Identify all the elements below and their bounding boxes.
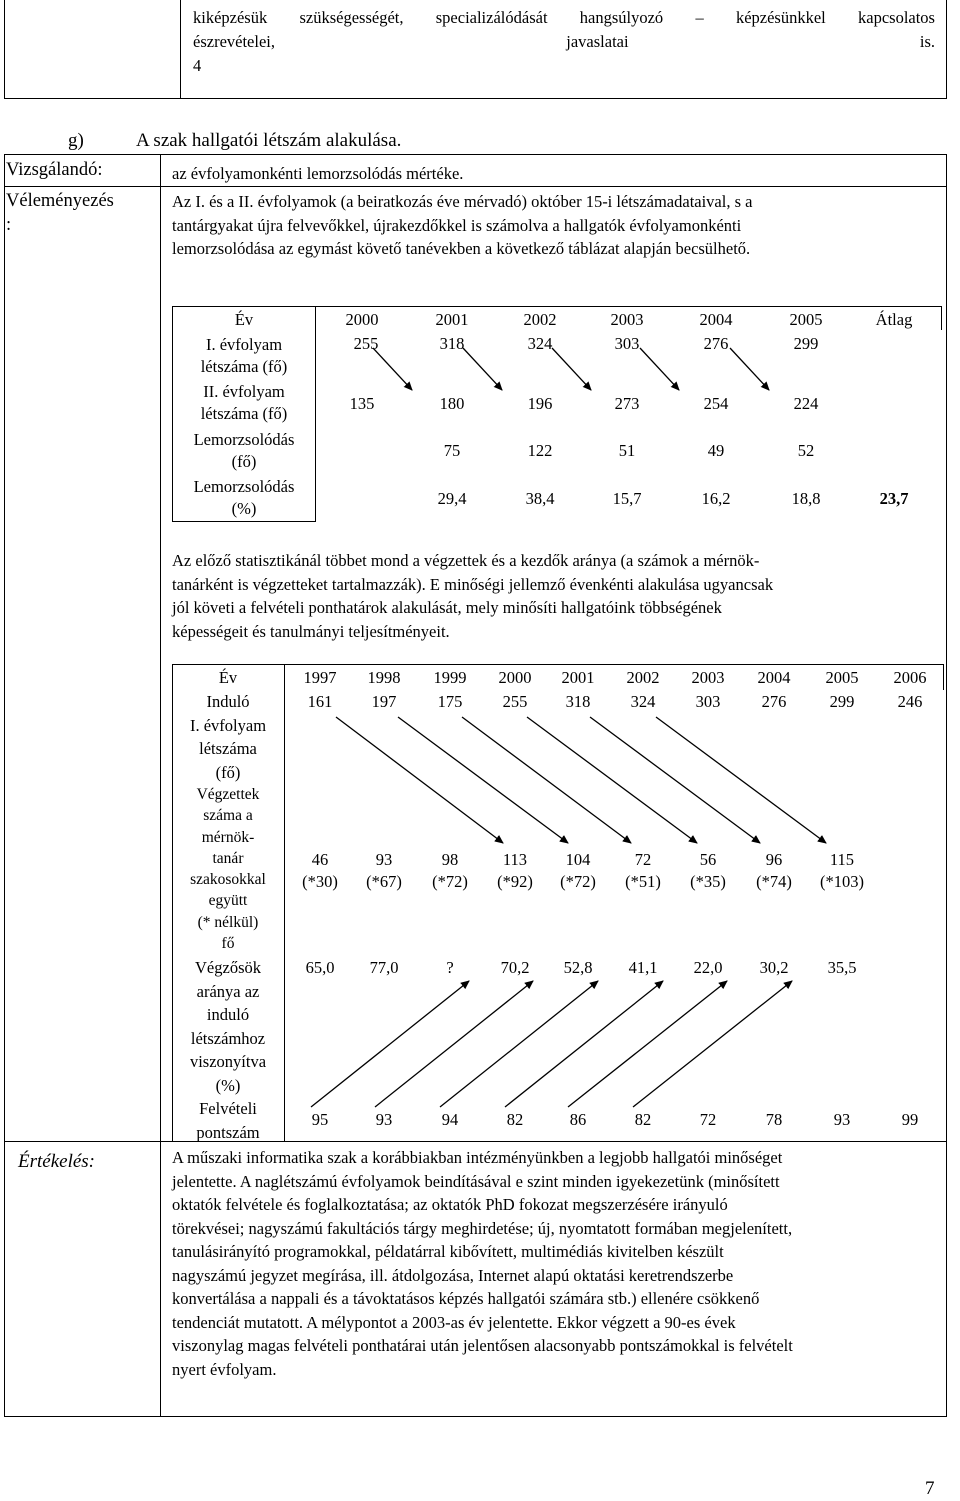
word: specializálódását (435, 8, 548, 27)
text-line: konvertálása a nappali és a távoktatásos képzés hallgatói számára stb.) ellenére csökkenő (172, 1289, 760, 1308)
section-title: A szak hallgatói létszám alakulása. (136, 130, 402, 151)
word: kapcsolatos (858, 8, 935, 27)
label-line: (fő) (215, 762, 241, 782)
label-line: Felvételi (199, 1099, 257, 1118)
vizsgalando-label: Vizsgálandó: (6, 160, 103, 180)
t2-arrow-10 (505, 981, 663, 1107)
label-line: (%) (215, 1075, 241, 1095)
text-line: törekvései; nagyszámú fakultációs tárgy meghirdetése; új, nyomtatott formában megjelenített, (172, 1218, 793, 1238)
t2-arrow-9 (440, 981, 598, 1107)
t1-cell: 318 (439, 334, 465, 353)
t2-cell: 99 (901, 1110, 919, 1129)
t1-header-label: Év (234, 310, 254, 329)
t1-cell: 254 (703, 394, 729, 413)
t1-cell: 224 (793, 394, 819, 413)
t2-cell: 276 (761, 692, 787, 711)
t1-arrow-3 (552, 348, 591, 390)
text-line: tanulásirányító programokkal, példatárral kibővített, multimédiás kivitelben készült (172, 1242, 724, 1261)
word: képzésünkkel (735, 8, 826, 27)
t1-cell: 18,8 (791, 489, 821, 508)
grad-starred: (*35) (690, 872, 726, 891)
t1-year: 2005 (789, 310, 823, 329)
t2-cell: 94 (441, 1110, 459, 1129)
t1-cell: 276 (703, 334, 729, 353)
t1-year: 2001 (435, 310, 469, 329)
t1-cell: 15,7 (612, 489, 642, 508)
t2-cell: 72 (699, 1110, 717, 1129)
section-letter: g) (68, 130, 84, 151)
word: – (695, 8, 704, 27)
t2-arrow-12 (633, 981, 792, 1107)
t1-avg-value: 23,7 (879, 489, 909, 508)
word: kiképzésük (193, 8, 268, 27)
grad-value: 93 (375, 850, 393, 869)
t2-cell: 22,0 (693, 958, 723, 977)
label-line: (* nélkül) (197, 913, 259, 931)
t2-cell: 30,2 (759, 958, 789, 977)
label-line: száma a (203, 807, 253, 825)
t2-cell: 324 (630, 692, 656, 711)
t2-cell: 299 (829, 692, 855, 711)
ertekeles-text (172, 1146, 940, 1381)
label-line: viszonyítva (189, 1052, 267, 1071)
t2-cell: 52,8 (563, 958, 593, 977)
grad-value: 115 (829, 850, 855, 869)
t2-cell: 93 (833, 1110, 851, 1129)
grad-value: 104 (565, 850, 591, 869)
t1-cell: 299 (793, 334, 819, 353)
label-line: szakosokkal (190, 871, 266, 889)
t2-cell: 255 (502, 692, 528, 711)
t1-year: 2003 (610, 310, 644, 329)
t1-cell: 52 (797, 441, 815, 460)
label-line: (fő) (231, 452, 257, 471)
grad-starred: (*74) (756, 872, 792, 891)
t2-cell: 78 (765, 1110, 783, 1129)
t2-cell: ? (446, 958, 454, 977)
top-line-3: 4 (193, 56, 202, 75)
label-line: I. évfolyam (205, 335, 283, 354)
t2-year: 2003 (691, 668, 725, 687)
label-line: II. évfolyam (203, 382, 285, 401)
t2-year: 1999 (433, 668, 467, 687)
label-line: (%) (231, 499, 257, 518)
text-line: oktatók felvétele és foglalkoztatása; az oktatók PhD fokozat megszerzésére irányuló (172, 1195, 728, 1214)
t2-year: 1998 (367, 668, 401, 687)
grad-starred: (*30) (302, 872, 338, 891)
label-line: Lemorzsolódás (193, 477, 295, 496)
text-line: Az I. és a II. évfolyamok (a beiratkozás éve mérvadó) október 15-i létszámadataival, s a (172, 192, 753, 211)
t2-arrow-1 (336, 717, 503, 843)
t1-cell: 196 (527, 394, 553, 413)
t2-cell: 303 (695, 692, 721, 711)
t2-header-label: Év (218, 668, 238, 687)
label-line: Induló (206, 692, 250, 711)
t1-cell: 180 (439, 394, 465, 413)
t2-year: 2001 (561, 668, 595, 687)
label-line: : (6, 215, 12, 235)
label-line: pontszám (196, 1122, 260, 1142)
t1-arrow-5 (730, 348, 769, 390)
grad-value: 113 (502, 850, 528, 869)
t2-year: 2000 (498, 668, 532, 687)
grad-value: 56 (699, 850, 717, 869)
t2-cell: 95 (311, 1110, 329, 1129)
t1-cell: 303 (614, 334, 640, 353)
grad-value: 46 (311, 850, 329, 869)
t2-arrow-7 (311, 981, 469, 1107)
t1-year: 2004 (699, 310, 733, 329)
t2-arrow-8 (375, 981, 533, 1107)
t1-year: 2002 (523, 310, 557, 329)
t2-arrow-2 (398, 717, 568, 843)
text-line: lemorzsolódása az egymást követő tanévekben a következő táblázat alapján becsülhető. (172, 239, 751, 258)
t2-cell: 246 (897, 692, 923, 711)
ertekeles-label: Értékelés: (18, 1151, 96, 1172)
label-line: induló (206, 1005, 250, 1024)
t2-year: 2006 (893, 668, 927, 687)
t2-cell: 175 (437, 692, 463, 711)
grad-starred: (*72) (560, 872, 596, 891)
t2-year: 2002 (626, 668, 660, 687)
word: is. (919, 32, 935, 51)
t1-cell: 29,4 (437, 489, 467, 508)
t2-cell: 41,1 (628, 958, 658, 977)
t1-year: 2000 (345, 310, 379, 329)
t1-cell: 135 (349, 394, 375, 413)
text-line: tantárgyakat újra felvevőkkel, újrakezdőkkel is számolva a hallgatók évfolyamonkénti (172, 215, 742, 235)
label-line: együtt (208, 892, 248, 910)
t2-cell: 197 (371, 692, 397, 711)
text-line: nyert évfolyam. (172, 1359, 277, 1379)
label-line: I. évfolyam (189, 715, 267, 735)
t1-cell: 38,4 (525, 489, 555, 508)
label-line: létszáma (fő) (200, 357, 288, 376)
t1-arrow-1 (373, 348, 412, 390)
t2-cell: 82 (506, 1110, 524, 1129)
word: hangsúlyozó (579, 8, 664, 27)
grad-starred: (*103) (820, 872, 864, 891)
t1-cell: 324 (527, 334, 553, 353)
label-line: mérnök- (201, 828, 255, 846)
word: szükségességét, (299, 8, 404, 27)
t2-arrow-3 (462, 717, 631, 843)
t2-cell: 70,2 (500, 958, 530, 977)
t1-cell: 75 (443, 441, 461, 460)
text-line: tanárként is végzetteket tartalmazzák). E minőségi jellemző évenkénti alakulása ugyancsak (172, 574, 774, 594)
t1-cell: 16,2 (701, 489, 731, 508)
t1-arrow-2 (463, 348, 502, 390)
text-line: képességeit és tanulmányi teljesítményeit. (172, 621, 450, 641)
grad-starred: (*72) (432, 872, 468, 891)
t2-cell: 93 (375, 1110, 393, 1129)
label-line: aránya az (196, 981, 260, 1001)
t2-cell: 318 (565, 692, 591, 711)
page-number: 7 (925, 1478, 935, 1499)
t2-arrow-11 (568, 981, 727, 1107)
grad-value: 72 (634, 850, 652, 869)
t2-year: 2004 (757, 668, 791, 687)
t1-cell: 273 (614, 394, 640, 413)
text-line: jelentette. A naglétszámú évfolyamok beindításával e szint minden igyekezetünk (minősített (172, 1171, 780, 1191)
t1-cell: 255 (353, 334, 379, 353)
label-line: Végzősök (195, 958, 261, 977)
t2-cell: 86 (569, 1110, 587, 1129)
t2-arrow-4 (527, 717, 697, 843)
text-line: tendenciát mutatott. A mélypontot a 2003-as év jelentette. Ekkor végzett a 90-es évek (172, 1312, 736, 1332)
text-line: Az előző statisztikánál többet mond a végzettek és a kezdők aránya (a számok a mérnök- (172, 551, 760, 570)
label-line: létszámhoz (190, 1028, 266, 1048)
label-line: Lemorzsolódás (193, 430, 295, 449)
grad-value: 98 (441, 850, 459, 869)
label-line: létszáma (fő) (200, 404, 288, 423)
text-line: jól követi a felvételi ponthatárok alakulását, mely minősíti hallgatóink többségének (172, 598, 722, 617)
word: észrevételei, (193, 32, 275, 51)
t1-arrow-4 (640, 348, 679, 390)
t2-year: 2005 (825, 668, 859, 687)
t2-cell: 35,5 (827, 958, 857, 977)
label-line: tanár (212, 849, 244, 867)
vizsgalando-text: az évfolyamonkénti lemorzsolódás mértéke. (172, 164, 464, 183)
grad-starred: (*51) (625, 872, 661, 891)
label-line: létszáma (199, 739, 257, 758)
t2-cell: 82 (634, 1110, 652, 1129)
t1-cell: 51 (618, 441, 636, 460)
grad-value: 96 (765, 850, 783, 869)
t2-cell: 77,0 (369, 958, 399, 977)
t1-cell: 49 (707, 441, 725, 460)
grad-starred: (*92) (497, 872, 533, 891)
grad-starred: (*67) (366, 872, 402, 891)
label-line: Végzettek (196, 786, 260, 803)
label-line: Véleményezés (6, 191, 114, 211)
label-line: fő (221, 935, 235, 953)
text-line: A műszaki informatika szak a korábbiakban intézményünkben a legjobb hallgatói minőséget (172, 1148, 783, 1167)
t2-cell: 161 (307, 692, 333, 711)
t1-avg-label: Átlag (875, 310, 913, 329)
t2-arrow-6 (656, 717, 826, 843)
t2-cell: 65,0 (305, 958, 335, 977)
text-line: viszonylag magas felvételi ponthatárai után jelentősen alacsonyabb pontszámokkal is felvételt (172, 1336, 793, 1355)
t1-cell: 122 (527, 441, 553, 460)
t2-year: 1997 (303, 668, 337, 687)
t2-arrow-5 (590, 717, 760, 843)
word: javaslatai (566, 32, 629, 51)
text-line: nagyszámú jegyzet megírása, ill. átdolgozása, Internet alapú oktatási keretrendszerbe (172, 1265, 734, 1285)
